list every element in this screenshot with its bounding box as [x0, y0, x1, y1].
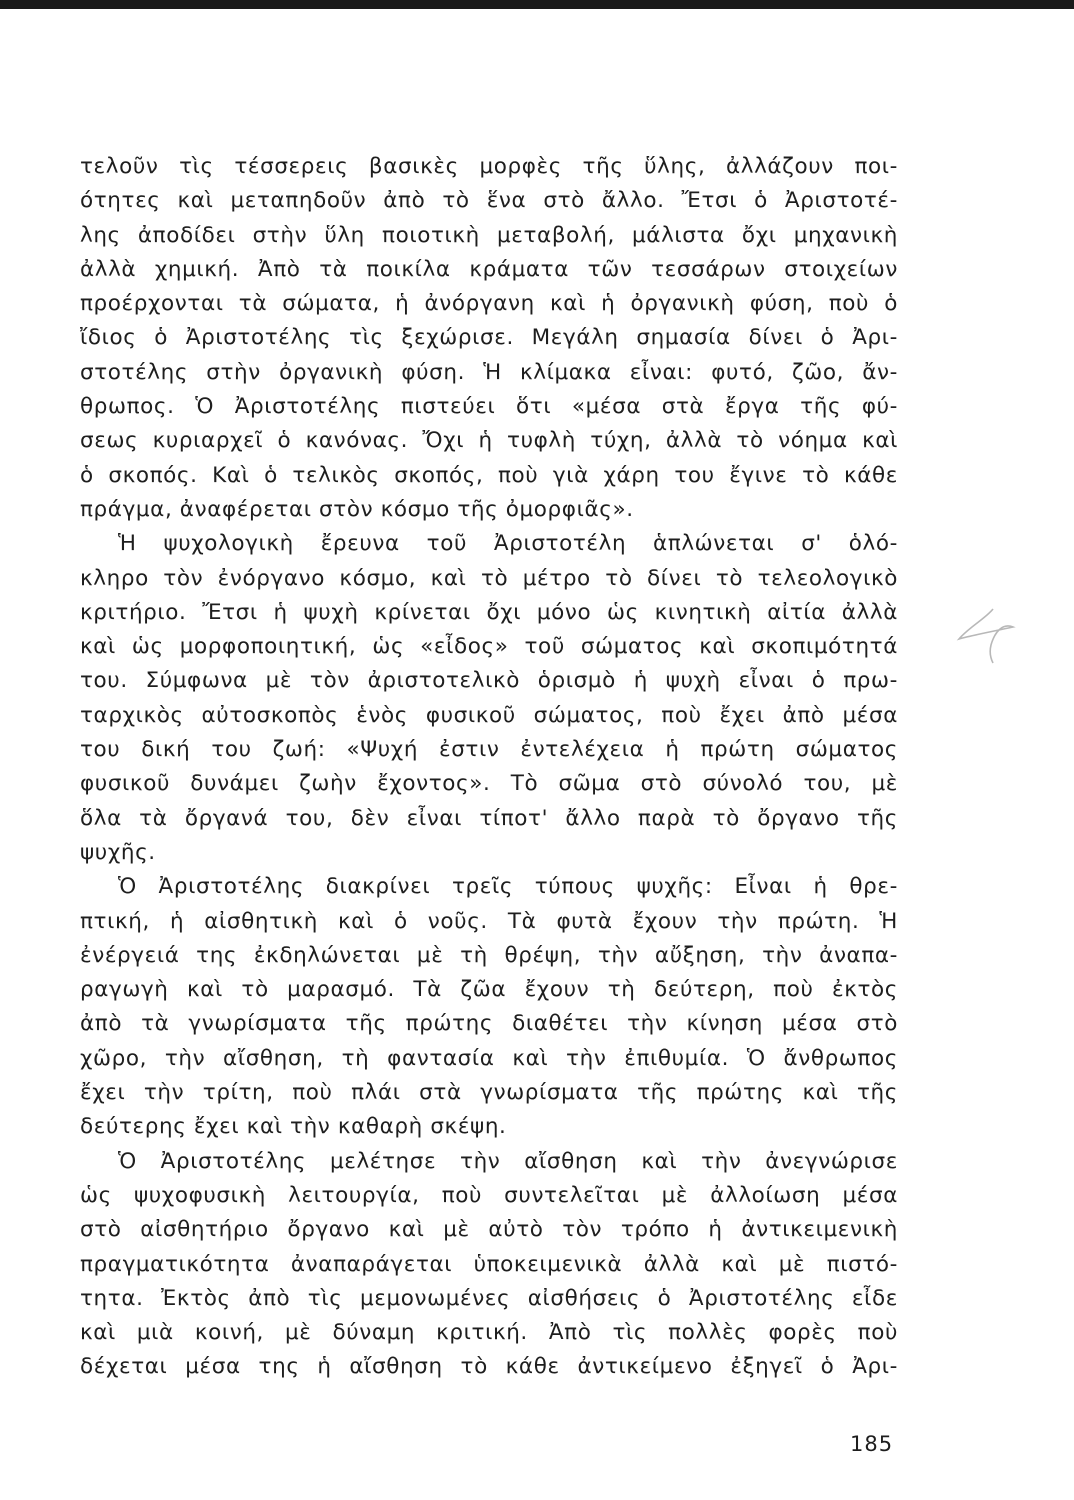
text-line: στοτέλης στὴν ὀργανικὴ φύση. Ἡ κλίμακα εἶναι: φυτό, ζῶο, ἄν- [80, 359, 898, 385]
pencil-margin-mark [955, 605, 1025, 665]
text-line: καὶ μιὰ κοινή, μὲ δύναμη κριτική. Ἀπὸ τὶς πολλὲς φορὲς ποὺ [80, 1320, 898, 1346]
text-line: ότητες καὶ μεταπηδοῦν ἀπὸ τὸ ἕνα στὸ ἄλλο. Ἔτσι ὁ Ἀριστοτέ- [80, 188, 898, 214]
text-line: πτική, ἡ αἰσθητικὴ καὶ ὁ νοῦς. Τὰ φυτὰ ἔχουν τὴν πρώτη. Ἡ [80, 908, 898, 934]
page-number: 185 [850, 1432, 894, 1456]
text-line: ἴδιος ὁ Ἀριστοτέλης τὶς ξεχώρισε. Μεγάλη σημασία δίνει ὁ Ἀρι- [80, 325, 898, 351]
text-line: δέχεται μέσα της ἡ αἴσθηση τὸ κάθε ἀντικείμενο ἐξηγεῖ ὁ Ἀρι- [80, 1354, 898, 1380]
text-line: ἐνέργειά της ἐκδηλώνεται μὲ τὴ θρέψη, τὴν αὔξηση, τὴν ἀναπα- [80, 942, 898, 968]
text-line: ὁ σκοπός. Καὶ ὁ τελικὸς σκοπός, ποὺ γιὰ χάρη του ἔγινε τὸ κάθε [80, 462, 898, 488]
text-line: σεως κυριαρχεῖ ὁ κανόνας. Ὄχι ἡ τυφλὴ τύχη, ἀλλὰ τὸ νόημα καὶ [80, 428, 898, 454]
text-line: του δική του ζωή: «Ψυχή ἐστιν ἐντελέχεια ἡ πρώτη σώματος [80, 737, 898, 763]
text-line: ὅλα τὰ ὄργανά του, δὲν εἶναι τίποτ' ἄλλο παρὰ τὸ ὄργανο τῆς [80, 805, 898, 831]
paragraph-2 [80, 527, 898, 870]
paragraph-4 [80, 1145, 898, 1385]
text-line: στὸ αἰσθητήριο ὄργανο καὶ μὲ αὐτὸ τὸν τρόπο ἡ ἀντικειμενικὴ [80, 1217, 898, 1243]
text-line: ἔχει τὴν τρίτη, ποὺ πλάι στὰ γνωρίσματα τῆς πρώτης καὶ τῆς [80, 1080, 898, 1106]
text-line: Ὁ Ἀριστοτέλης μελέτησε τὴν αἴσθηση καὶ τὴν ἀνεγνώρισε [118, 1148, 898, 1174]
text-line: ψυχῆς. [80, 839, 156, 865]
text-line: καὶ ὡς μορφοποιητική, ὡς «εἶδος» τοῦ σώματος καὶ σκοπιμότητά [80, 634, 898, 660]
text-line: ταρχικὸς αὐτοσκοπὸς ἑνὸς φυσικοῦ σώματος, ποὺ ἔχει ἀπὸ μέσα [80, 702, 898, 728]
text-line: ἀλλὰ χημική. Ἀπὸ τὰ ποικίλα κράματα τῶν τεσσάρων στοιχείων [80, 256, 898, 282]
text-line: λης ἀποδίδει στὴν ὕλη ποιοτικὴ μεταβολή, μάλιστα ὄχι μηχανικὴ [80, 222, 898, 248]
text-line: πραγματικότητα ἀναπαράγεται ὑποκειμενικὰ ἀλλὰ καὶ μὲ πιστό- [80, 1251, 898, 1277]
text-line: δεύτερης ἔχει καὶ τὴν καθαρὴ σκέψη. [80, 1114, 507, 1140]
page-body [80, 150, 898, 1385]
text-line: πράγμα, ἀναφέρεται στὸν κόσμο τῆς ὀμορφιᾶς». [80, 496, 634, 522]
text-line: θρωπος. Ὁ Ἀριστοτέλης πιστεύει ὅτι «μέσα στὰ ἔργα τῆς φύ- [80, 394, 898, 420]
text-line: προέρχονται τὰ σώματα, ἡ ἀνόργανη καὶ ἡ ὀργανικὴ φύση, ποὺ ὁ [80, 291, 898, 317]
text-line: τητα. Ἐκτὸς ἀπὸ τὶς μεμονωμένες αἰσθήσεις ὁ Ἀριστοτέλης εἶδε [80, 1285, 898, 1311]
text-line: ραγωγὴ καὶ τὸ μαρασμό. Τὰ ζῶα ἔχουν τὴ δεύτερη, ποὺ ἐκτὸς [80, 977, 898, 1003]
text-line: Ἡ ψυχολογικὴ ἔρευνα τοῦ Ἀριστοτέλη ἁπλώνεται σ' ὁλό- [118, 531, 898, 557]
paragraph-3 [80, 870, 898, 1144]
scan-top-edge [0, 0, 1074, 9]
paragraph-1 [80, 150, 898, 527]
text-line: ἀπὸ τὰ γνωρίσματα τῆς πρώτης διαθέτει τὴν κίνηση μέσα στὸ [80, 1011, 898, 1037]
text-line: χῶρο, τὴν αἴσθηση, τὴ φαντασία καὶ τὴν ἐπιθυμία. Ὁ ἄνθρωπος [80, 1045, 898, 1071]
text-line: φυσικοῦ δυνάμει ζωὴν ἔχοντος». Τὸ σῶμα στὸ σύνολό του, μὲ [80, 771, 898, 797]
text-line: του. Σύμφωνα μὲ τὸν ἀριστοτελικὸ ὁρισμὸ ἡ ψυχὴ εἶναι ὁ πρω- [80, 668, 898, 694]
text-line: ὡς ψυχοφυσικὴ λειτουργία, ποὺ συντελεῖται μὲ ἀλλοίωση μέσα [80, 1182, 898, 1208]
text-line: κληρο τὸν ἐνόργανο κόσμο, καὶ τὸ μέτρο τὸ δίνει τὸ τελεολογικὸ [80, 565, 898, 591]
text-line: Ὁ Ἀριστοτέλης διακρίνει τρεῖς τύπους ψυχῆς: Εἶναι ἡ θρε- [118, 874, 898, 900]
text-line: κριτήριο. Ἔτσι ἡ ψυχὴ κρίνεται ὄχι μόνο ὡς κινητικὴ αἰτία ἀλλὰ [80, 599, 898, 625]
text-line: τελοῦν τὶς τέσσερεις βασικὲς μορφὲς τῆς ὕλης, ἀλλάζουν ποι- [80, 154, 898, 179]
